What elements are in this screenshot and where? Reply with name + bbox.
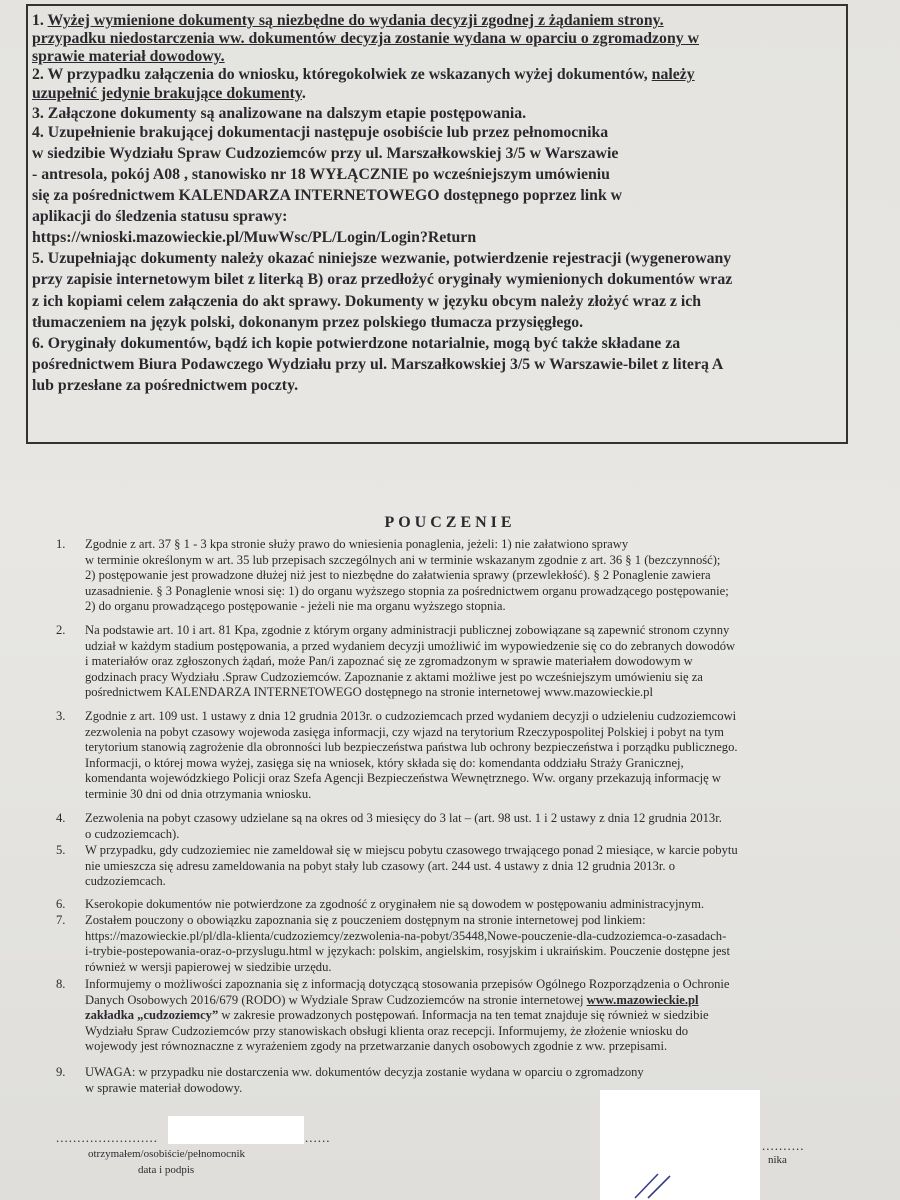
pouczenie-item-number: 4.	[56, 811, 66, 825]
pouczenie-item-line: Kserokopie dokumentów nie potwierdzone za zgodność z oryginałem nie są dowodem w postępowaniu administracyjnym.	[85, 897, 705, 911]
pouczenie-item-line: i materiałów oraz zgłoszonych żądań, może Pan/i zapoznać się ze zgromadzonym w sprawie materiałem dowodowym w	[85, 654, 693, 669]
requirements-line	[32, 208, 287, 226]
pouczenie-item-number: 3.	[56, 709, 66, 723]
line-underlined-text: sprawie materiał dowodowy.	[32, 48, 225, 65]
cudzoziemcy-tab-text: zakładka „cudzoziemcy”	[85, 1008, 219, 1023]
line-text: tłumaczeniem na język polski, dokonanym przez polskiego tłumacza przysięgłego.	[32, 314, 584, 331]
requirements-line	[32, 145, 618, 163]
pouczenie-item-line: pośrednictwem KALENDARZA INTERNETOWEGO dostępnego na stronie internetowej www.mazowieckie.pl	[85, 685, 653, 700]
line-underlined-text: przypadku niedostarczenia ww. dokumentów decyzja zostanie wydana w oparciu o zgromadzony w	[32, 30, 700, 47]
line-text: 1.	[32, 12, 48, 29]
pouczenie-item-line: wojewody jest równoznaczne z wyrażeniem zgody na przetwarzanie danych osobowych zgodnie z ww. przepisami.	[85, 1039, 668, 1054]
requirements-line	[32, 166, 610, 184]
requirements-line	[32, 66, 695, 84]
mazowieckie-link[interactable]: www.mazowieckie.pl	[586, 992, 699, 1007]
pouczenie-item-line: godzinach pracy Wydziału .Spraw Cudzoziemców. Zapoznanie z aktami możliwe jest po wcześniejszym umówieniu się za	[85, 669, 703, 684]
pouczenie-item-line: uzasadnienie. § 3 Ponaglenie wnosi się: 1) do organu wyższego stopnia za pośrednictwem organu prowadzącego postępowanie;	[85, 583, 729, 598]
pouczenie-item-number: 5.	[56, 843, 66, 857]
line-text: 3. Załączone dokumenty są analizowane na dalszym etapie postępowania.	[32, 105, 527, 122]
line-trailing-text: .	[301, 85, 306, 102]
line-text: w siedzibie Wydziału Spraw Cudzoziemców przy ul. Marszałkowskiej 3/5 w Warszawie	[32, 145, 619, 162]
requirements-line	[32, 12, 664, 30]
pouczenie-item-line: cudzoziemcach.	[85, 874, 166, 889]
pouczenie-item-line: Zezwolenia na pobyt czasowy udzielane są na okres od 3 miesięcy do 3 lat – (art. 98 ust. 1 i 2 ustawy z dnia 12 grudnia 2013r.	[85, 811, 722, 825]
pouczenie-item-line: Wydziału Spraw Cudzoziemców przy stanowiskach obsługi klienta oraz recepcji. Informujemy, że złożenie wniosku do	[85, 1023, 689, 1038]
pouczenie-item-line: terminie 30 dni od dnia otrzymania wniosku.	[85, 787, 312, 801]
pouczenie-item-number: 7.	[56, 913, 66, 927]
line-text: się za pośrednictwem KALENDARZA INTERNETOWEGO dostępnego poprzez link w	[32, 187, 623, 204]
requirements-line	[32, 30, 699, 48]
line-text: z ich kopiami celem załączenia do akt sprawy. Dokumenty w języku obcym należy złożyć wraz z ich	[32, 293, 702, 310]
pouczenie-item-line: 2) do organu prowadzącego postępowanie - jeżeli nie ma organu wyższego stopnia.	[85, 599, 506, 614]
pouczenie-item-number: 2.	[56, 623, 66, 637]
pouczenie-item-line: https://mazowieckie.pl/pl/dla-klienta/cudzoziemcy/zezwolenia-na-pobyt/35448,Nowe-pouczenie-dla-cudzoziemca-o-zasadach-	[85, 928, 727, 943]
redaction-box-left	[168, 1116, 304, 1144]
line-text: 6. Oryginały dokumentów, bądź ich kopie potwierdzone notarialnie, mogą być także składane za	[32, 335, 681, 352]
line-underlined-text: należy	[651, 66, 695, 83]
line-text: aplikacji do śledzenia statusu sprawy:	[32, 208, 288, 225]
line-text: 2. W przypadku załączenia do wniosku, któregokolwiek ze wskazanych wyżej dokumentów,	[32, 66, 652, 83]
pouczenie-item-line: Zgodnie z art. 109 ust. 1 ustawy z dnia 12 grudnia 2013r. o cudzoziemcach przed wydaniem decyzji o udzieleniu cudzoziemcowi	[85, 709, 737, 723]
pouczenie-item-line: w terminie określonym w art. 35 lub przepisach szczególnych ani w terminie wskazanym zgodnie z art. 36 § 1 (bezczynność);	[85, 552, 721, 567]
left-signature-caption: otrzymałem/osobiście/pełnomocnik	[88, 1148, 246, 1160]
requirements-line	[32, 229, 476, 247]
line-text: https://wnioski.mazowieckie.pl/MuwWsc/PL/Login/Login?Return	[32, 229, 477, 246]
pouczenie-item-line: 2) postępowanie jest prowadzone dłużej niż jest to niezbędne do załatwienia sprawy (przewlekłość). § 2 Ponaglenie zawiera	[85, 568, 711, 583]
requirements-line	[32, 85, 306, 103]
pouczenie-item-line: Zgodnie z art. 37 § 1 - 3 kpa stronie służy prawo do wniesienia ponaglenia, jeżeli: 1) nie załatwiono sprawy	[85, 537, 629, 551]
pouczenie-item-line: Informacji, o której mowa wyżej, zasięga się na wniosek, który składa się do: komendanta oddziału Straży Granicznej,	[85, 755, 684, 770]
requirements-line	[32, 377, 298, 395]
pouczenie-item-number: 9.	[56, 1065, 66, 1079]
pouczenie-item-line: nie umieszcza się adresu zameldowania na pobyt stały lub czasowy (art. 244 ust. 4 ustawy z dnia 12 grudnia 2013r. o	[85, 858, 675, 873]
pouczenie-item-line: i-trybie-postepowania-oraz-o-przyslugu.html w językach: polskim, angielskim, rosyjskim i ukraińskim. Pouczenie dostępne jest	[85, 944, 730, 959]
line-text: Danych Osobowych 2016/679 (RODO) w Wydziale Spraw Cudzoziemców na stronie internetowej	[85, 992, 587, 1007]
requirements-line	[32, 48, 225, 66]
pouczenie-item-number: 1.	[56, 537, 66, 551]
requirements-line	[32, 105, 526, 123]
line-text: 4. Uzupełnienie brakującej dokumentacji następuje osobiście lub przez pełnomocnika	[32, 124, 609, 141]
line-underlined-text: uzupełnić jedynie brakujące dokumenty	[32, 85, 302, 102]
line-text: w zakresie prowadzonych postępowań. Informacja na ten temat znajduje się również w siedzibie	[218, 1008, 709, 1023]
pouczenie-item-line: W przypadku, gdy cudzoziemiec nie zameldował się w miejscu pobytu czasowego trwającego ponad 2 miesiące, w karcie pobytu	[85, 843, 738, 857]
right-signature-dots: ..........	[762, 1138, 805, 1153]
pouczenie-item-line: UWAGA: w przypadku nie dostarczenia ww. dokumentów decyzja zostanie wydana w oparciu o zgromadzony	[85, 1065, 644, 1079]
pouczenie-item-line: udział w każdym stadium postępowania, a przed wydaniem decyzji umożliwić im wypowiedzenie się co do zebranych dowodów	[85, 638, 736, 653]
line-text: 5. Uzupełniając dokumenty należy okazać niniejsze wezwanie, potwierdzenie rejestracji (wygenerowany	[32, 250, 732, 267]
pouczenie-heading: POUCZENIE	[384, 514, 516, 531]
left-signature-date-caption: data i podpis	[138, 1164, 195, 1176]
pouczenie-item-line: terytorium stanowią zagrożenie dla obronności lub bezpieczeństwa państwa lub ochrony bezpieczeństwa i porządku publicznego.	[85, 740, 738, 755]
pouczenie-item-line: zezwolenia na pobyt czasowy wojewoda zasięga informacji, czy wjazd na terytorium Rzeczypospolitej Polskiej i pobyt na tym	[85, 724, 724, 739]
right-signature-caption: nika	[768, 1154, 787, 1166]
requirements-line	[32, 250, 731, 268]
left-signature-dots-a: ........................	[56, 1130, 158, 1145]
pouczenie-item-line: o cudzoziemcach).	[85, 826, 180, 841]
pouczenie-item-line: Informujemy o możliwości zapoznania się z informacją dotyczącą stosowania przepisów Ogólnego Rozporządzenia o Ochronie	[85, 977, 730, 991]
pouczenie-item-line: w sprawie materiał dowodowy.	[85, 1080, 243, 1095]
signature-stroke-icon	[630, 1170, 720, 1200]
requirements-line	[32, 271, 732, 289]
left-signature-dots-b: ......	[305, 1130, 331, 1145]
requirements-box	[26, 4, 848, 444]
line-text: pośrednictwem Biura Podawczego Wydziału przy ul. Marszałkowskiej 3/5 w Warszawie-bilet z literą A	[32, 356, 724, 373]
pouczenie-item-line	[85, 993, 699, 1008]
requirements-line	[32, 293, 701, 311]
pouczenie-item-line: również w wersji papierowej w siedzibie urzędu.	[85, 959, 332, 974]
pouczenie-item-line: Zostałem pouczony o obowiązku zapoznania się z pouczeniem dostępnym na stronie internetowej pod linkiem:	[85, 913, 646, 927]
pouczenie-item-line: komendanta wojewódzkiego Policji oraz Szefa Agencji Bezpieczeństwa Wewnętrznego. Ww. organy przekazują informację w	[85, 771, 722, 786]
requirements-line	[32, 356, 723, 374]
line-text: przy zapisie internetowym bilet z literką B) oraz przedłożyć oryginały wymienionych dokumentów wraz	[32, 271, 733, 288]
requirements-line	[32, 314, 583, 332]
pouczenie-item-number: 8.	[56, 977, 66, 991]
pouczenie-item-line	[85, 1008, 709, 1023]
line-underlined-text: Wyżej wymienione dokumenty są niezbędne do wydania decyzji zgodnej z żądaniem strony.	[47, 12, 664, 29]
line-text: - antresola, pokój A08 , stanowisko nr 18 WYŁĄCZNIE po wcześniejszym umówieniu	[32, 166, 610, 183]
requirements-line	[32, 335, 680, 353]
pouczenie-item-line: Na podstawie art. 10 i art. 81 Kpa, zgodnie z którym organy administracji publicznej zobowiązane są zapewnić stronom czynny	[85, 623, 730, 637]
pouczenie-item-number: 6.	[56, 897, 66, 911]
requirements-line	[32, 124, 608, 142]
line-text: lub przesłane za pośrednictwem poczty.	[32, 377, 299, 394]
requirements-line	[32, 187, 622, 205]
